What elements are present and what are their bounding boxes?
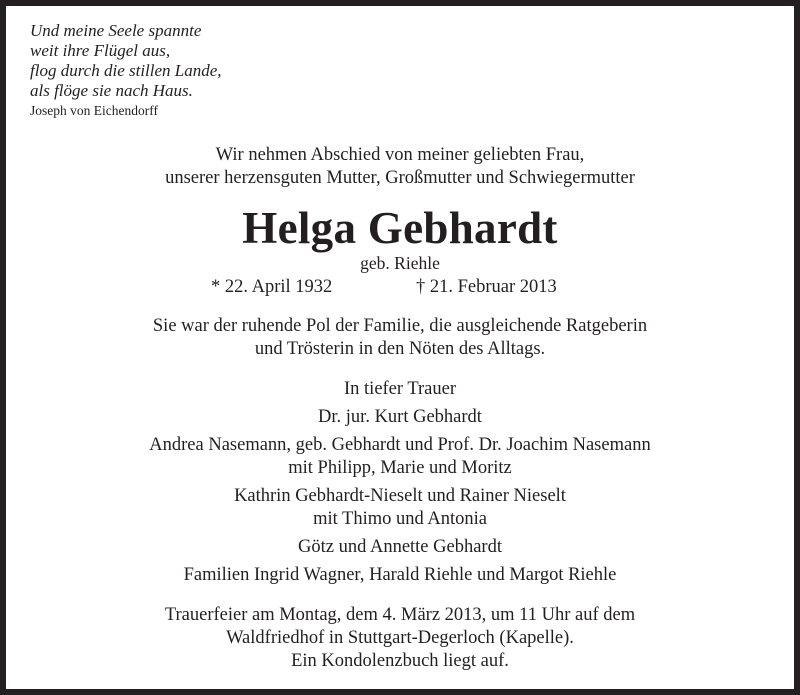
poem-line: als flöge sie nach Haus. [30, 81, 193, 100]
obituary-notice [6, 6, 794, 689]
death-date: † 21. Februar 2013 [416, 277, 557, 297]
mourners-heading: In tiefer Trauer [344, 379, 456, 399]
mourner-line: mit Thimo und Antonia [313, 509, 487, 529]
mourner-line: Kathrin Gebhardt-Nieselt und Rainer Nieselt [234, 486, 566, 506]
poem-line: weit ihre Flügel aus, [30, 41, 171, 60]
birth-date: * 22. April 1932 [211, 277, 333, 297]
tribute-line: Sie war der ruhende Pol der Familie, die ausgleichende Ratgeberin [152, 316, 648, 336]
service-line: Waldfriedhof in Stuttgart-Degerloch (Kapelle). [226, 628, 574, 648]
tribute-line: und Trösterin in den Nöten des Alltags. [254, 339, 546, 359]
intro-line: Wir nehmen Abschied von meiner geliebten Frau, [215, 145, 585, 165]
birth-name: geb. Riehle [360, 253, 440, 273]
service-line: Ein Kondolenzbuch liegt auf. [291, 651, 509, 671]
service-line: Trauerfeier am Montag, dem 4. März 2013, um 11 Uhr auf dem [164, 605, 636, 625]
poem-author: Joseph von Eichendorff [30, 103, 158, 118]
mourner-line: Familien Ingrid Wagner, Harald Riehle und Margot Riehle [183, 565, 617, 585]
mourner-line: Dr. jur. Kurt Gebhardt [318, 407, 482, 427]
intro-line: unserer herzensguten Mutter, Großmutter und Schwiegermutter [165, 168, 635, 188]
poem-line: flog durch die stillen Lande, [30, 61, 222, 80]
mourner-line: mit Philipp, Marie und Moritz [288, 458, 512, 478]
mourner-line: Andrea Nasemann, geb. Gebhardt und Prof. Dr. Joachim Nasemann [149, 435, 651, 455]
mourner-line: Götz und Annette Gebhardt [298, 537, 502, 557]
deceased-name: Helga Gebhardt [242, 203, 558, 253]
poem-line: Und meine Seele spannte [30, 21, 202, 40]
